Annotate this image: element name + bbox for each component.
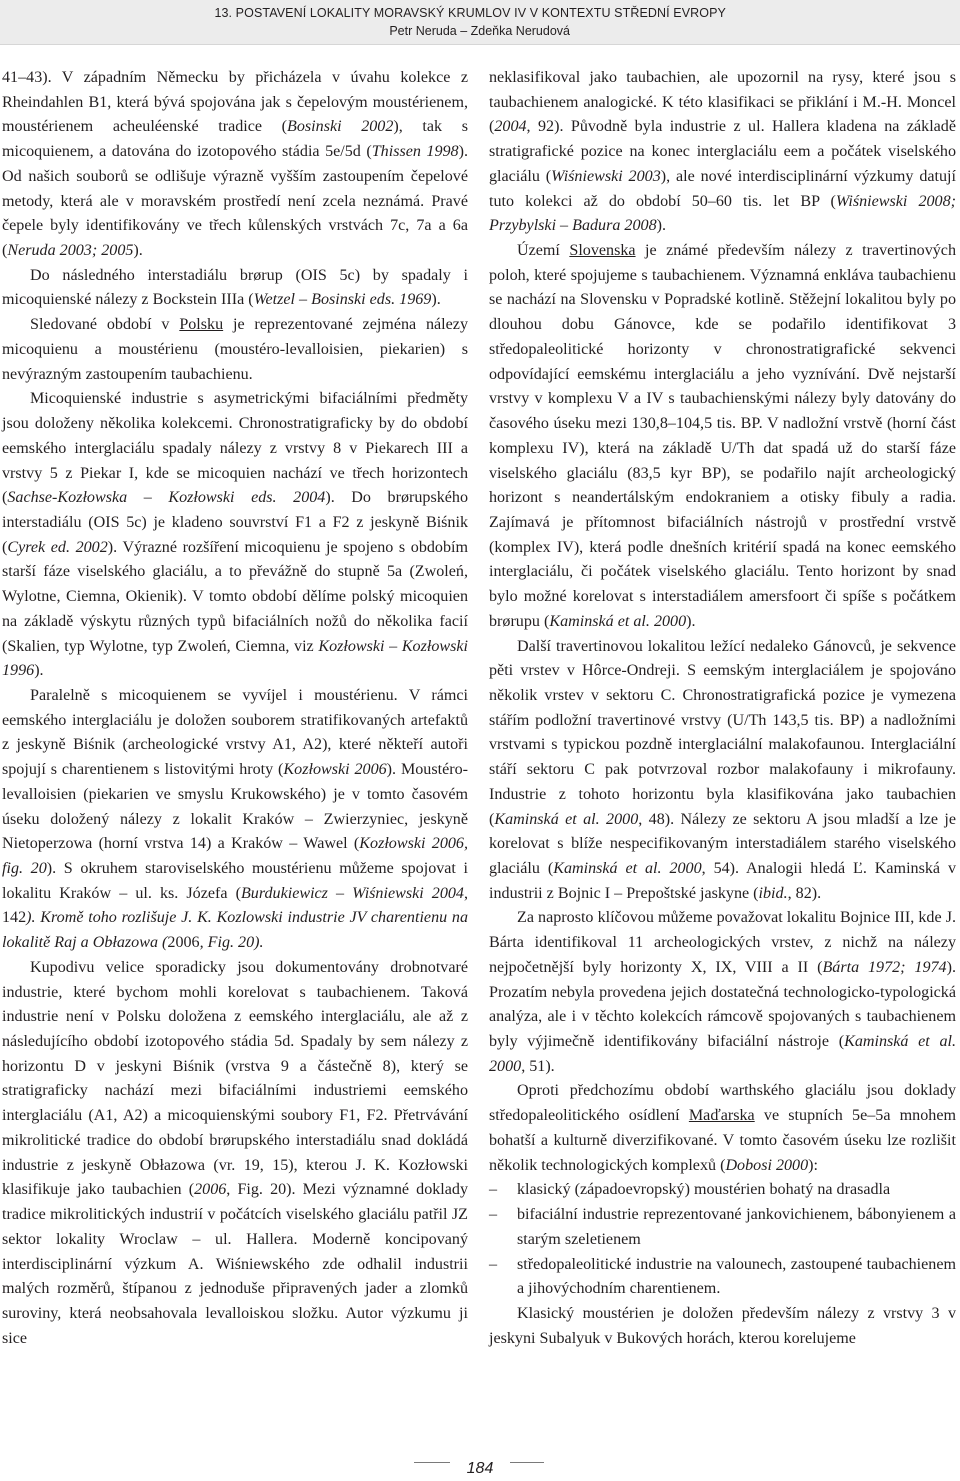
paragraph: Klasický moustérien je doložen především nálezy z vrstvy 3 v jeskyni Subalyuk v Bukových horách, kterou korelujeme <box>489 1304 956 1347</box>
right-column <box>489 66 956 1351</box>
paragraph: Za naprosto klíčovou můžeme považovat lokalitu Bojnice III, kde J. Bárta identifikoval 11 archeologických vrstev, z nichž na nálezy nejpočetnější byly horizonty X, IX, VIII a II (Bárta 1972; 1974). Prozatím nebyla provedena jejich dostatečná technologicko-typologická analýza, ale i v těchto kolekcích rámcově spojovaných s taubachienem byly výjimečně identifikovány bifaciální nástroje (Kaminská et al. 2000, 51). <box>489 909 957 1075</box>
dash-list <box>489 1178 956 1302</box>
paragraph: Kupodivu velice sporadicky jsou dokumentovány drobnotvaré industrie, které bychom mohli korelovat s taubachienem. Taková industrie není v Polsku doložena z eemského interglaciálu, ale až z následujícího období izotopového stádia 5d. Spadaly by sem nálezy z horizontu D v jeskyni Biśnik (vrstva 9 a částečně 8), který se stratigraficky nachází mezi bifaciálními industriemi eemského interglaciálu (A1, A2) a micoquienskými soubory F1, F2. Přetrvávání mikrolitické tradice do období brørupského interstadiálu snad dokládá industrie z jeskyně Obłazowa (vr. 19, 15), kterou J. K. Kozłowski klasifikuje jako taubachien (2006, Fig. 20). Mezi významné doklady tradice mikrolitických industrií v počátcích viselského glaciálu patřil JZ sektor lokality Wroclaw – ul. Hallera. Moderně koncipovaný interdisciplinární výzkum A. Wiśniewského zde odhalil industrii malých rozměrů, štípanou z jednoduše připravených jader a zlomků suroviny, která neobsahovala levalloiskou složku. Autor výzkumu ji sice <box>2 958 468 1347</box>
paragraph: Další travertinovou lokalitou ležící nedaleko Gánovců, je sekvence pěti vrstev v Hôrce-Ondreji. S eemským interglaciálem je spojováno několik vrstev v sektoru C. Chronostratigrafická pozice je vymezena stářím podložní travertinové vrstvy (U/Th 143,5 tis. BP) a nadložními vrstvami s typickou pozdně interglaciální malakofaunou. Interglaciální stáří sektoru C pak potvrzoval rozbor malakofauny i mikrofauny. Industrie z tohoto horizontu byla klasifikována jako taubachien (Kaminská et al. 2000, 48). Nálezy ze sektoru A jsou mladší a lze je korelovat s blíže nespecifikovaným interstadiálem starého viselského glaciálu (Kaminská et al. 2000, 54). Analogii hledá Ľ. Kaminská v industrii z Bojnic I – Prepoštské jaskyne (ibid., 82). <box>489 637 956 902</box>
list-item: – bifaciální industrie reprezentované jankovichienem, bábonyienem a starým szeletienem <box>489 1203 956 1252</box>
left-column <box>2 66 468 1351</box>
paragraph: 41–43). V západním Německu by přicházela v úvahu kolekce z Rheindahlen B1, která bývá spojována jak s čepelovým moustérienem, moustérienem acheuléenské tradice (Bosinski 2002), tak s micoquienem, a datována do izotopového stádia 5e/5d (Thissen 1998). Od našich souborů se odlišuje výrazně vyšším zastoupením čepelové metody, která ale v moravském prostředí není zcela neznámá. Pravé čepele byly identifikovány ve třech kůlenských vrstvách 7c, 7a a 6a (Neruda 2003; 2005). <box>2 69 468 260</box>
paragraph: Paralelně s micoquienem se vyvíjel i moustérienu. V rámci eemského interglaciálu je doložen souborem stratifikovaných artefaktů z jeskyně Biśnik (archeologické vrstvy A1, A2), které někteří autoři spojují s charentienem s listovitými hroty (Kozłowski 2006). Moustéro-levalloisien (piekarien ve smyslu Krukowského) je v tomto časovém úseku doložený nálezy z lokalit Kraków – Zwierzyniec, jeskyně Nietoperzowa (horní vrstva 14) a Kraków – Wawel (Kozłowski 2006, fig. 20). S okruhem staroviselského moustérienu můžeme spojovat i lokalitu Kraków – ul. ks. Józefa (Burdukiewicz – Wiśniewski 2004, 142). Kromě toho rozlišuje J. K. Kozlowski industrie JV charentienu na lokalitě Raj a Obłazowa (2006, Fig. 20). <box>2 686 469 952</box>
link-slovenska[interactable]: Slovenska <box>569 242 636 260</box>
list-item: – středopaleolitické industrie na valounech, zastoupené taubachienem a jihovýchodním charentienem. <box>489 1253 956 1302</box>
authors-line: Petr Neruda – Zdeňka Nerudová <box>389 24 570 38</box>
paragraph: Do následného interstadiálu brørup (OIS 5c) by spadaly i micoquienské nálezy z Bockstein IIIa (Wetzel – Bosinski eds. 1969). <box>2 266 468 309</box>
link-polsku[interactable]: Polsku <box>179 316 224 334</box>
paragraph: Micoquienské industrie s asymetrickými bifaciálními předměty jsou doloženy několika kolekcemi. Chronostratigraficky by do období eemského interglaciálu spadaly nálezy z vrstvy 8 v Piekarech III a vrstvy 5 z Piekar I, kde se micoquien nachází ve třech horizontech (Sachse-Kozłowska – Kozłowski eds. 2004). Do brørupského interstadiálu (OIS 5c) je kladeno souvrství F1 a F2 z jeskyně Biśnik (Cyrek ed. 2002). Výrazné rozšíření micoquienu je spojeno s obdobím starší fáze viselského glaciálu, a to převážně do stupně 5a (Zwoleń, Wylotne, Ciemna, Okienik). V tomto období dělíme polský micoquien na základě výskytu různých typů bifaciálních nožů do několika facií (Skalien, typ Wylotne, typ Zwoleń, Ciemna, viz Kozłowski – Kozłowski 1996). <box>2 390 468 680</box>
chapter-title: 13. POSTAVENÍ LOKALITY MORAVSKÝ KRUMLOV IV V KONTEXTU STŘEDNÍ EVROPY <box>214 6 726 20</box>
page-number: 184 <box>450 1459 510 1479</box>
paragraph: Oproti předchozímu období warthského glaciálu jsou doklady středopaleolitického osídlení Maďarska ve stupních 5e–5a mnohem bohatší a kulturně diverzifikované. V tomto časovém úseku lze rozlišit několik technologických komplexů (Dobosi 2000): <box>489 1082 956 1174</box>
running-header <box>0 0 960 45</box>
paragraph: neklasifikoval jako taubachien, ale upozornil na rysy, které jsou s taubachienem analogické. K této klasifikaci se přiklání i M.-H. Moncel (2004, 92). Původně byla industrie z ul. Hallera kladena na základě stratigrafické pozice na konec interglaciálu eem a počátek viselského glaciálu (Wiśniewski 2003), ale nové interdisciplinární výzkumy datují tuto kolekci až do období 50–60 tis. let BP (Wiśniewski 2008; Przybylski – Badura 2008). <box>489 69 956 235</box>
link-madarska[interactable]: Maďarska <box>688 1107 755 1125</box>
list-item: – klasický (západoevropský) moustérien bohatý na drasadla <box>489 1178 956 1203</box>
paragraph: Sledované období v Polsku je reprezentované zejména nálezy micoquienu a moustérienu (moustéro-levalloisien, piekarien) s nevýrazným zastoupením taubachienu. <box>2 316 468 383</box>
paragraph: Území Slovenska je známé především nálezy z travertinových poloh, které spojujeme s taubachienem. Významná enkláva taubachienu se nachází na Slovensku v Popradské kotlině. Stěžejní lokalitou byly po dlouhou dobu Gánovce, kde se podařilo identifikovat 3 středopaleolitické horizonty v chronostratigrafické sekvenci odpovídající eemskému interglaciálu a jeho vyznívání. Dvě nejstarší vrstvy v komplexu V a IV s taubachienskými nálezy byly datovány do časového úseku mezi 130,8–104,5 tis. BP. V nadložní vrstvě (horní část komplexu IV), která na základě U/Th dat spadá už do starší fáze viselského glaciálu (83,5 kyr BP), se podařilo najít archeologický horizont s neandertálským endokraniem a otisky fibuly a radia. Zajímavá je přítomnost bifaciálních nástrojů v prostřední vrstvě (komplex IV), která podle dnešních kritérií spadá na konec eemského interglaciálu, či počátek viselského glaciálu. Tento horizont by snad bylo možné korelovat s interstadiálem amersfoort či spíše s počátkem brørupu (Kaminská et al. 2000). <box>489 242 956 630</box>
